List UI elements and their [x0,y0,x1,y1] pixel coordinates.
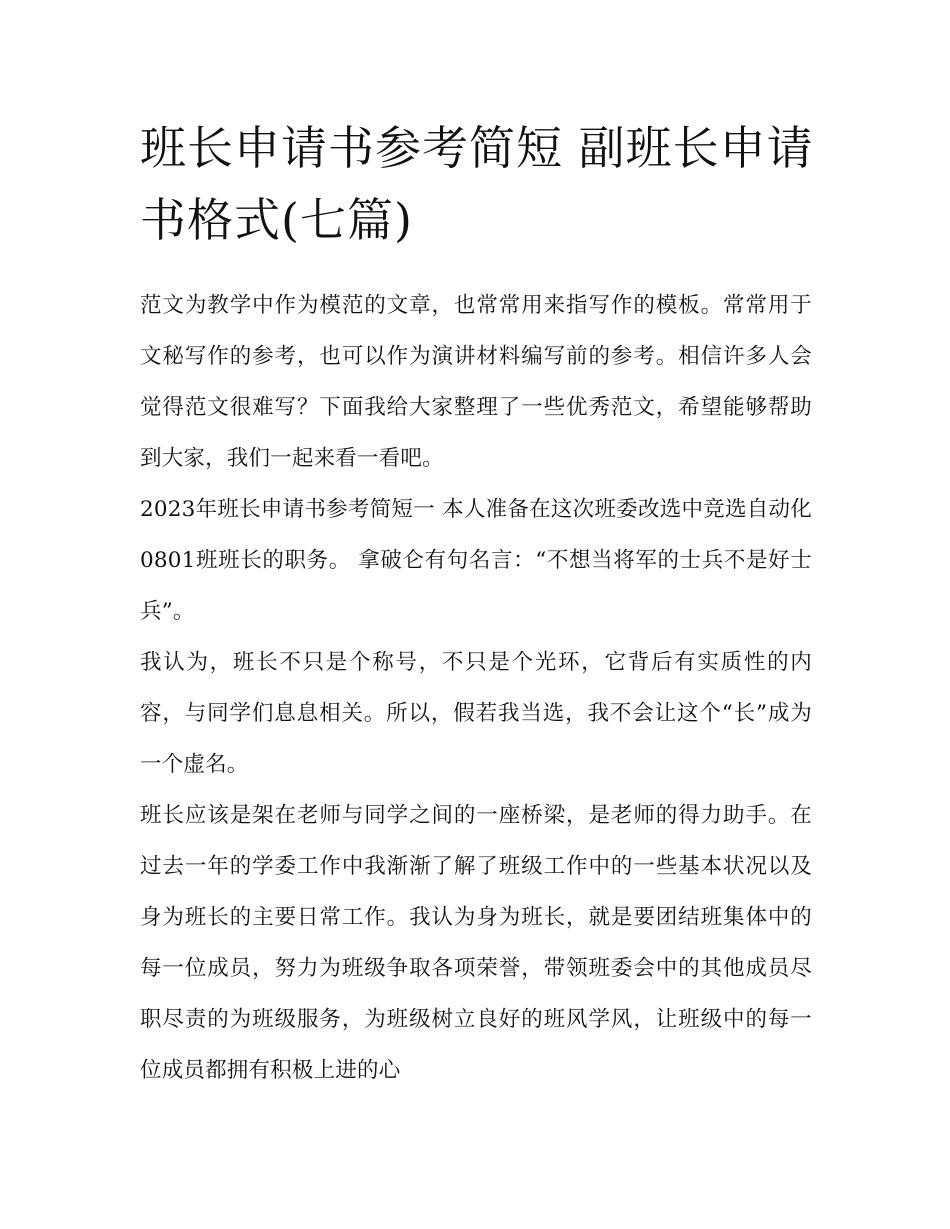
document-title: 班长申请书参考简短 副班长申请书格式(七篇) [140,121,814,247]
paragraph-intro: 范文为教学中作为模范的文章，也常常用来指写作的模板。常常用于文秘写作的参考，也可以作为演讲材料编写前的参考。相信许多人会觉得范文很难写？下面我给大家整理了一些优秀范文，希望能够帮助到大家，我们一起来看一看吧。 [140,293,812,471]
paragraph-meaning: 我认为，班长不只是个称号，不只是个光环，它背后有实质性的内容，与同学们息息相关。所以，假若我当选，我不会让这个“长”成为一个虚名。 [140,650,812,777]
document-body [140,280,812,1096]
paragraph-role: 班长应该是架在老师与同学之间的一座桥梁，是老师的得力助手。在过去一年的学委工作中我渐渐了解了班级工作中的一些基本状况以及身为班长的主要日常工作。我认为身为班长，就是要团结班集体中的每一位成员，努力为班级争取各项荣誉，带领班委会中的其他成员尽职尽责的为班级服务，为班级树立良好的班风学风，让班级中的每一位成员都拥有积极上进的心 [140,803,812,1083]
paragraph-candidacy: 2023年班长申请书参考简短一 本人准备在这次班委改选中竞选自动化0801班班长的职务。 拿破仑有句名言：“不想当将军的士兵不是好士兵”。 [140,497,812,624]
